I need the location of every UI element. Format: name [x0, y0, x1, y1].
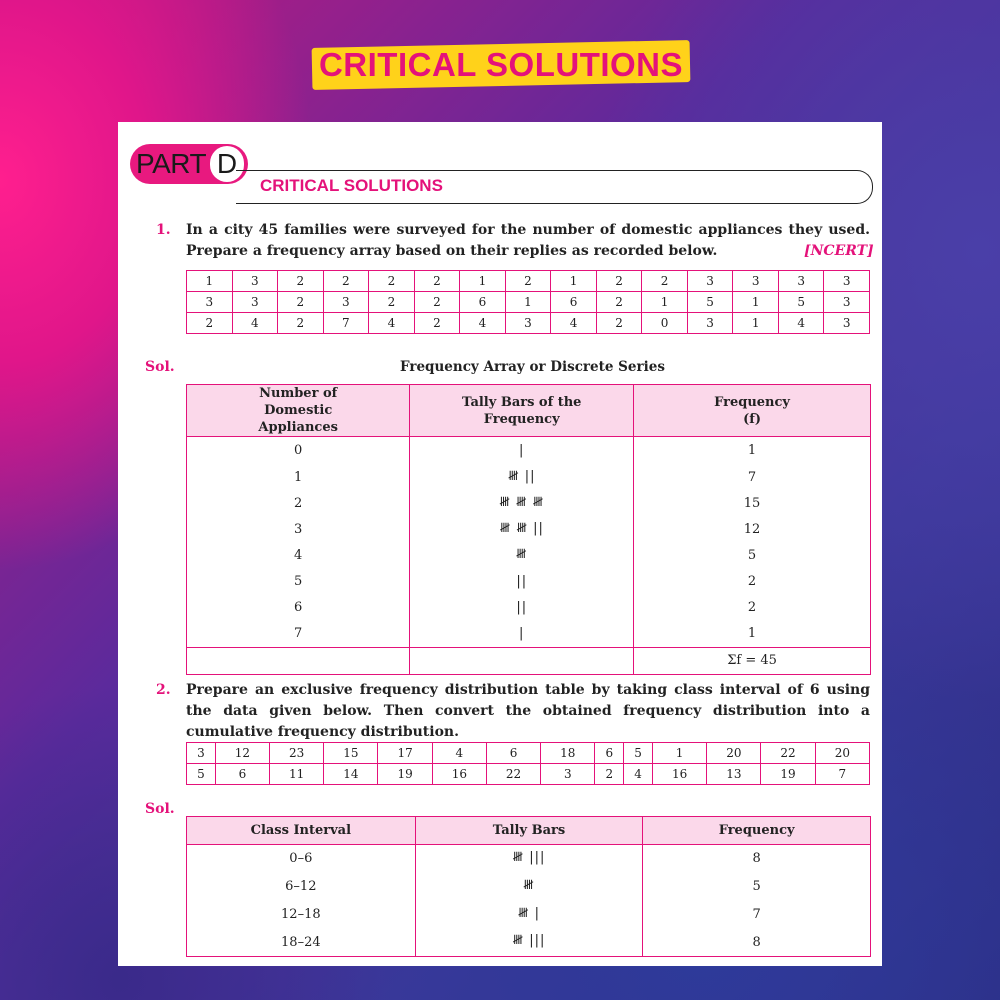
q1-data-cell: 1 [460, 271, 506, 292]
q1-data-cell: 3 [778, 271, 824, 292]
table-row [187, 465, 871, 491]
q2-data-cell: 11 [270, 764, 324, 785]
q1-data-cell: 3 [187, 292, 233, 313]
q1-data-cell: 3 [323, 292, 369, 313]
q1-data-cell: 7 [323, 313, 369, 334]
frequency-total: Σf = 45 [634, 647, 871, 674]
q1-data-cell: 1 [642, 292, 688, 313]
document-page [118, 122, 882, 966]
q1-data-cell: 5 [687, 292, 733, 313]
question-2-data-table [186, 742, 870, 785]
table-row [187, 543, 871, 569]
q2-data-cell: 7 [815, 764, 869, 785]
header-tally: Tally Bars of the Frequency [410, 385, 634, 437]
class-interval: 18–24 [187, 929, 416, 957]
q1-data-cell: 2 [596, 271, 642, 292]
table-row [187, 517, 871, 543]
q2-data-cell: 16 [432, 764, 486, 785]
class-interval-table [186, 816, 871, 957]
tally-marks: | [410, 621, 634, 648]
q2-data-cell: 22 [486, 764, 540, 785]
question-1-source: [NCERT] [804, 243, 874, 259]
q1-data-cell: 0 [642, 313, 688, 334]
frequency-value: 8 [643, 929, 871, 957]
q1-data-cell: 2 [323, 271, 369, 292]
q1-data-cell: 2 [414, 292, 460, 313]
table-row [187, 595, 871, 621]
frequency-value: 1 [634, 437, 871, 465]
table-row [187, 901, 871, 929]
q1-data-cell: 1 [733, 292, 779, 313]
q2-data-cell: 1 [652, 743, 706, 764]
q1-data-cell: 4 [460, 313, 506, 334]
tally-marks: 𝍸 ||| [415, 929, 643, 957]
q1-data-cell: 3 [824, 271, 870, 292]
header-appliances: Number of Domestic Appliances [187, 385, 410, 437]
q1-data-cell: 4 [369, 313, 415, 334]
q2-data-cell: 23 [270, 743, 324, 764]
frequency-value: 12 [634, 517, 871, 543]
class-interval: 12–18 [187, 901, 416, 929]
frequency-value: 8 [643, 845, 871, 873]
frequency-value: 15 [634, 491, 871, 517]
q2-data-cell: 13 [707, 764, 761, 785]
table-row [187, 569, 871, 595]
q2-data-cell: 3 [187, 743, 216, 764]
q1-data-cell: 3 [824, 313, 870, 334]
q1-data-cell: 2 [414, 313, 460, 334]
q1-data-cell: 3 [232, 271, 278, 292]
table-row [187, 437, 871, 465]
tally-marks: 𝍸 𝍸 || [410, 517, 634, 543]
tally-marks: 𝍸 [410, 543, 634, 569]
q2-data-cell: 4 [432, 743, 486, 764]
question-1-number: 1. [156, 222, 171, 238]
tally-marks: 𝍸 | [415, 901, 643, 929]
header-tally-bars: Tally Bars [415, 817, 643, 845]
tally-marks: 𝍸 || [410, 465, 634, 491]
tally-marks: 𝍸 ||| [415, 845, 643, 873]
q1-data-cell: 6 [460, 292, 506, 313]
table-row [187, 621, 871, 648]
q1-data-cell: 2 [505, 271, 551, 292]
q1-data-cell: 2 [278, 271, 324, 292]
appliance-count: 1 [187, 465, 410, 491]
class-interval: 0–6 [187, 845, 416, 873]
table-row [187, 491, 871, 517]
q2-data-cell: 14 [324, 764, 378, 785]
total-empty-cell [410, 647, 634, 674]
appliance-count: 4 [187, 543, 410, 569]
tally-marks: || [410, 569, 634, 595]
tally-marks: | [410, 437, 634, 465]
table-row [187, 845, 871, 873]
q2-data-cell: 6 [486, 743, 540, 764]
q1-data-cell: 2 [187, 313, 233, 334]
question-1-text: In a city 45 families were surveyed for the number of domestic appliances they used. Prepare a frequency array based on their replies as recorded below. [186, 222, 870, 259]
q1-data-cell: 4 [778, 313, 824, 334]
frequency-value: 2 [634, 569, 871, 595]
q1-data-cell: 2 [414, 271, 460, 292]
solution-1-caption: Frequency Array or Discrete Series [400, 359, 665, 375]
q1-data-cell: 2 [642, 271, 688, 292]
q2-data-cell: 22 [761, 743, 815, 764]
header-frequency: Frequency (f) [634, 385, 871, 437]
q2-data-cell: 6 [215, 764, 269, 785]
part-label: PART [136, 148, 207, 179]
table-row [187, 873, 871, 901]
q1-data-cell: 1 [733, 313, 779, 334]
q1-data-cell: 2 [596, 313, 642, 334]
q1-data-cell: 2 [369, 292, 415, 313]
q2-data-cell: 18 [541, 743, 595, 764]
frequency-value: 5 [643, 873, 871, 901]
appliance-count: 0 [187, 437, 410, 465]
banner-title: CRITICAL SOLUTIONS [318, 46, 684, 83]
q1-data-cell: 6 [551, 292, 597, 313]
q2-data-cell: 3 [541, 764, 595, 785]
q2-data-cell: 2 [595, 764, 624, 785]
q1-data-cell: 1 [551, 271, 597, 292]
q1-data-cell: 2 [596, 292, 642, 313]
appliance-count: 7 [187, 621, 410, 648]
tally-marks: 𝍸 [415, 873, 643, 901]
q2-data-cell: 5 [187, 764, 216, 785]
q2-data-cell: 19 [378, 764, 432, 785]
q2-data-cell: 20 [815, 743, 869, 764]
frequency-value: 5 [634, 543, 871, 569]
frequency-array-table [186, 384, 871, 675]
q1-data-cell: 1 [505, 292, 551, 313]
frequency-value: 7 [643, 901, 871, 929]
class-interval: 6–12 [187, 873, 416, 901]
q1-data-cell: 2 [369, 271, 415, 292]
q1-data-cell: 3 [733, 271, 779, 292]
q2-data-cell: 4 [624, 764, 653, 785]
header-frequency-2: Frequency [643, 817, 871, 845]
q1-data-cell: 1 [187, 271, 233, 292]
q1-data-cell: 3 [824, 292, 870, 313]
q1-data-cell: 2 [278, 292, 324, 313]
q2-data-cell: 20 [707, 743, 761, 764]
q2-data-cell: 12 [215, 743, 269, 764]
question-2-number: 2. [156, 682, 171, 698]
q1-data-cell: 3 [505, 313, 551, 334]
q1-data-cell: 3 [687, 271, 733, 292]
q1-data-cell: 5 [778, 292, 824, 313]
table-row [187, 929, 871, 957]
q1-data-cell: 4 [551, 313, 597, 334]
q2-data-cell: 17 [378, 743, 432, 764]
total-row [187, 647, 871, 674]
q1-data-cell: 4 [232, 313, 278, 334]
q1-data-cell: 2 [278, 313, 324, 334]
q2-data-row [187, 743, 870, 764]
q1-data-cell: 3 [232, 292, 278, 313]
q2-data-row [187, 764, 870, 785]
q1-data-row [187, 313, 870, 334]
q1-data-row [187, 292, 870, 313]
question-1-data-table [186, 270, 870, 334]
appliance-count: 2 [187, 491, 410, 517]
appliance-count: 6 [187, 595, 410, 621]
q2-data-cell: 15 [324, 743, 378, 764]
header-class-interval: Class Interval [187, 817, 416, 845]
q2-data-cell: 6 [595, 743, 624, 764]
part-letter: D [210, 146, 244, 182]
q2-data-cell: 19 [761, 764, 815, 785]
frequency-value: 7 [634, 465, 871, 491]
total-empty-cell [187, 647, 410, 674]
frequency-value: 2 [634, 595, 871, 621]
q2-data-cell: 16 [652, 764, 706, 785]
q1-data-row [187, 271, 870, 292]
tally-marks: || [410, 595, 634, 621]
question-2-text: Prepare an exclusive frequency distribution table by taking class interval of 6 using the data given below. Then convert the obtained frequency distribution into a cumulative frequency distribution. [186, 682, 870, 740]
appliance-count: 3 [187, 517, 410, 543]
tally-marks: 𝍸 𝍸 𝍸 [410, 491, 634, 517]
solution-2-label: Sol. [145, 801, 175, 817]
frequency-value: 1 [634, 621, 871, 648]
solution-1-label: Sol. [145, 359, 175, 375]
appliance-count: 5 [187, 569, 410, 595]
q1-data-cell: 3 [687, 313, 733, 334]
q2-data-cell: 5 [624, 743, 653, 764]
section-title: CRITICAL SOLUTIONS [260, 176, 443, 195]
